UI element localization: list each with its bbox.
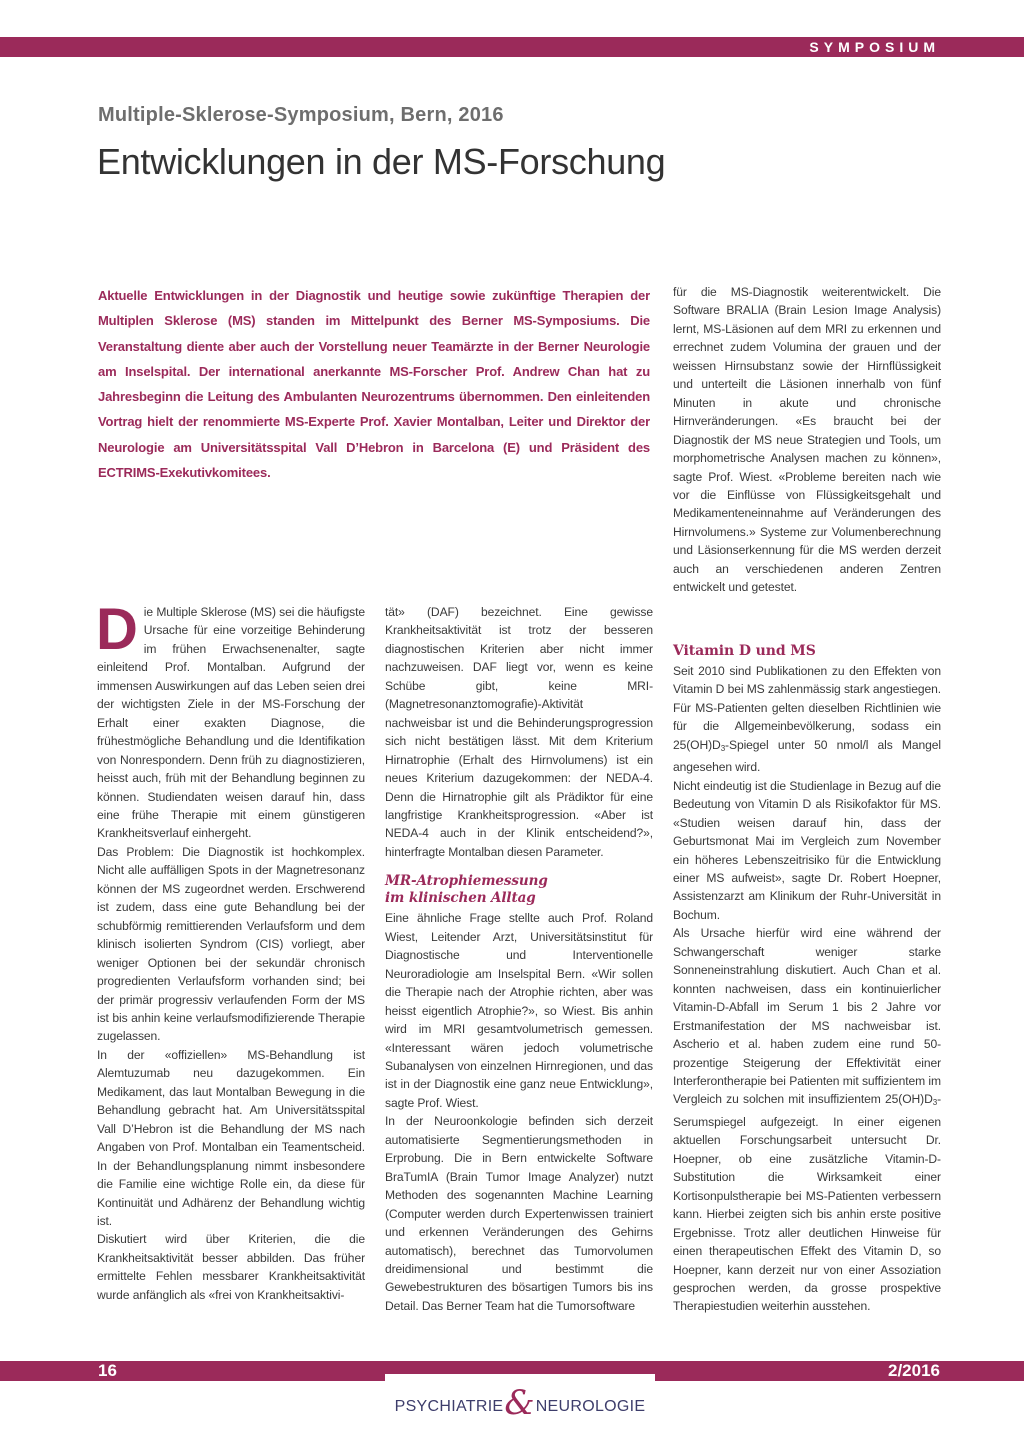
paragraph: für die MS-Diagnostik weiterentwickelt. Die Software BRALIA (Brain Lesion Image Analysis) lernt, MS-Läsionen auf dem MRI zu erkennen und errechnet zudem Volumina der grauen und der weissen Hirnsubstanz sowie der Hirnflüssigkeit und unterteilt die Läsionen innerhalb von fünf Minuten in akute und chronische Hirnveränderungen. «Es braucht bei der Diagnostik der MS neue Strategien und Tools, um morphometrische Analysen machen zu können», sagte Prof. Wiest. «Probleme bereiten nach wie vor die Einflüsse von Flüssigkeitsgehalt und Medikamenteneinnahme auf Veränderungen des Hirnvolumens.» Systeme zur Volumenberechnung und Läsionserkennung für die MS werden derzeit auch an verschiedenen anderen Zentren entwickelt und getestet. [673,285,941,595]
paragraph [96,597,365,843]
drop-cap: D [96,597,138,662]
paragraph-text: ie Multiple Sklerose (MS) sei die häufigste Ursache für eine vorzeitige Behinderung im frühen Erwachsenenalter, sagte einleitend Prof. Montalban. Aufgrund der immensen Auswirkungen auf das Leben seien drei der wichtigsten Ziele in der MS-Forschung der Erhalt einer exakten Diagnose, die frühestmögliche Behandlung und die Identifikation von Nonrespondern. Denn früh zu diagnostizieren, heisst auch, früh mit der Behandlung beginnen zu können. Studiendaten weisen darauf hin, dass eine frühe Therapie mit einem günstigeren Krankheitsverlauf einhergeht. [97,605,365,841]
paragraph: Eine ähnliche Frage stellte auch Prof. Roland Wiest, Leitender Arzt, Universitätsinstitut für Diagnostische und Interventionelle Neuroradiologie am Inselspital Bern. «Wir sollen die Therapie nach der Atrophie richten, aber was heisst eigentlich Atrophie?», so Wiest. Bis anhin wird im MRI gesamtvolumetrisch gemessen. «Interessant wären jedoch volumetrische Subanalysen von einzelnen Hirnregionen, und das ist in der Diagnostik eine ganz neue Entwicklung», sagte Prof. Wiest. [385,911,653,1110]
journal-logo [385,1374,655,1423]
subscript: 3 [932,1098,938,1108]
paragraph: Diskutiert wird über Kriterien, die die Krankheitsaktivität besser abbilden. Das früher ermittelte Fehlen messbarer Krankheitsaktivität wurde anfänglich als «frei von Krankheitsaktivi- [97,1232,365,1302]
subheading-vitamin-d: Vitamin D und MS [673,643,816,659]
subheading-mr-atrophy [385,873,653,907]
paragraph: Das Problem: Die Diagnostik ist hochkomplex. Nicht alle auffälligen Spots in der Magnetresonanz können der MS zugeordnet werden. Erschwerend ist zudem, dass eine gute Behandlung bei der schubförmig remittierenden Verlaufsform und dem klinisch isolierten Syndrom (CIS) vorliegt, aber weniger Optionen bei der sekundär chronisch progredienten Verlaufsform vorhanden sind; bei der primär progressiv verlaufenden Form der MS ist bis anhin keine verlaufsmodifizierende Therapie zugelassen. [97,844,365,1044]
paragraph-text: -Spiegel unter 50 nmol/l als Mangel angesehen wird. [673,737,941,775]
paragraph-text: Als Ursache hierfür wird eine während der Schwangerschaft weniger starke Sonneneinstrahlung diskutiert. Auch Chan et al. konnten nachweisen, dass ein kontinuierlicher Vitamin-D-Abfall im Serum 1 bis 2 Jahre vor Erstmanifestation der MS nachweisbar ist. Ascherio et al. haben zudem eine rund 50-prozentige Steigerung der Effektivität einer Interferontherapie bei Patienten mit suffizientem im Vergleich zu solchen mit insuffizientem 25(OH)D [673,926,941,1107]
article-lead: Aktuelle Entwicklungen in der Diagnostik und heutige sowie zukünftige Therapien der Multiplen Sklerose (MS) standen im Mittelpunkt des Berner MS-Symposiums. Die Veranstaltung diente aber auch der Vorstellung neuer Teamärzte in der Berner Neurologie am Inselspital. Der international anerkannte MS-Forscher Prof. Andrew Chan hat zu Jahresbeginn die Leitung des Ambulanten Neurozentrums übernommen. Den einleitenden Vortrag hielt der renommierte MS-Experte Prof. Xavier Montalban, Leiter und Direktor der Neurologie am Universitätsspital Vall D’Hebron in Barcelona (E) und Präsident des ECTRIMS-Exekutivkomitees. [98,288,650,481]
paragraph: In der «offiziellen» MS-Behandlung ist Alemtuzumab neu dazugekommen. Ein Medikament, das laut Montalban Bewegung in die Behandlung gebracht hat. Am Universitätsspital Vall D’Hebron ist die Behandlung der MS nach Angaben von Prof. Montalban ein Teamentscheid. In der Behandlungsplanung nimmt insbesondere die Familie eine wichtige Rolle ein, da diese für Kontinuität und Adhärenz der Behandlung wichtig ist. [97,1047,365,1228]
paragraph: In der Neuroonkologie befinden sich derzeit automatisierte Segmentierungsmethoden in Erprobung. Die in Bern entwickelte Software BraTumIA (Brain Tumor Image Analyzer) nutzt Methoden des sogenannten Machine Learning (Computer werden durch Expertenwissen trainiert und erkennen Veränderungen des Gehirns automatisch), berechnet das Tumorvolumen dreidimensional und bestimmt die Gewebestrukturen des bösartigen Tumors bis ins Detail. Das Berner Team hat die Tumorsoftware [385,1114,653,1313]
header-bar [0,37,1024,57]
article-kicker: Multiple-Sklerose-Symposium, Bern, 2016 [98,104,504,126]
subheading-line: MR-Atrophiemessung [385,873,548,890]
logo-word: NEUROLOGIE [535,1398,646,1415]
column-2 [385,603,653,1315]
issue-number: 2/2016 [888,1361,940,1380]
subscript: 3 [720,743,726,753]
logo-word: PSYCHIATRIE [394,1398,504,1415]
paragraph [673,924,941,1316]
paragraph-text: -Serumspiegel aufgezeigt. In einer eigenen aktuellen Forschungsarbeit untersucht Dr. Hoepner, ob eine zusätzliche Vitamin-D-Substitution die Wirksamkeit einer Kortisonpulstherapie bei MS-Patienten verbessern kann. Hierbei zeigten sich bis anhin erste positive Ergebnisse. Trotz aller deutlichen Hinweise für einen therapeutischen Effekt des Vitamin D, so Hoepner, kann derzeit nur von einer Assoziation gesprochen werden, da grosse prospektive Therapiestudien weiterhin ausstehen. [673,1092,941,1314]
section-label: SYMPOSIUM [809,39,940,55]
paragraph-text: Seit 2010 sind Publikationen zu den Effekten von Vitamin D bei MS zahlenmässig stark angestiegen. Für MS-Patienten gelten dieselben Richtlinien wie für die Allgemeinbevölkerung, sodass ein 25(OH)D [673,664,941,752]
paragraph: tät» (DAF) bezeichnet. Eine gewisse Krankheitsaktivität ist trotz der besseren diagnostischen Kriterien aber nicht immer nachzuweisen. DAF liegt vor, wenn es keine Schübe gibt, keine MRI-(Magnetresonanztomografie)-Aktivität nachweisbar ist und die Behinderungsprogression sich nicht bestätigen lässt. Mit dem Kriterium Hirnatrophie (Erhalt des Hirnvolumens) ist ein neues Kriterium dazugekommen: der NEDA-4. Denn die Hirnatrophie gilt als Prädiktor für eine langfristige Krankheitsprogression. «Aber ist NEDA-4 auch in der Klinik entscheidend?», hinterfragte Montalban diesen Parameter. [385,605,653,859]
column-3-bottom [673,643,941,1316]
subheading-line: im klinischen Alltag [385,890,536,907]
paragraph [673,662,941,777]
paragraph: Nicht eindeutig ist die Studienlage in Bezug auf die Bedeutung von Vitamin D als Risikofaktor für MS. «Studien weisen darauf hin, dass der Geburtsmonat Mai im Vergleich zum November ein höheres Lebenszeitrisiko für die Entwicklung einer MS aufweist», sagte Dr. Robert Hoepner, Assistenzarzt am Klinikum der Ruhr-Universität in Bochum. [673,778,941,922]
column-1 [96,597,365,1304]
article-title: Entwicklungen in der MS-Forschung [97,141,666,182]
column-3-top [673,283,941,597]
logo-ampersand: & [504,1383,535,1423]
page-number: 16 [98,1361,117,1380]
